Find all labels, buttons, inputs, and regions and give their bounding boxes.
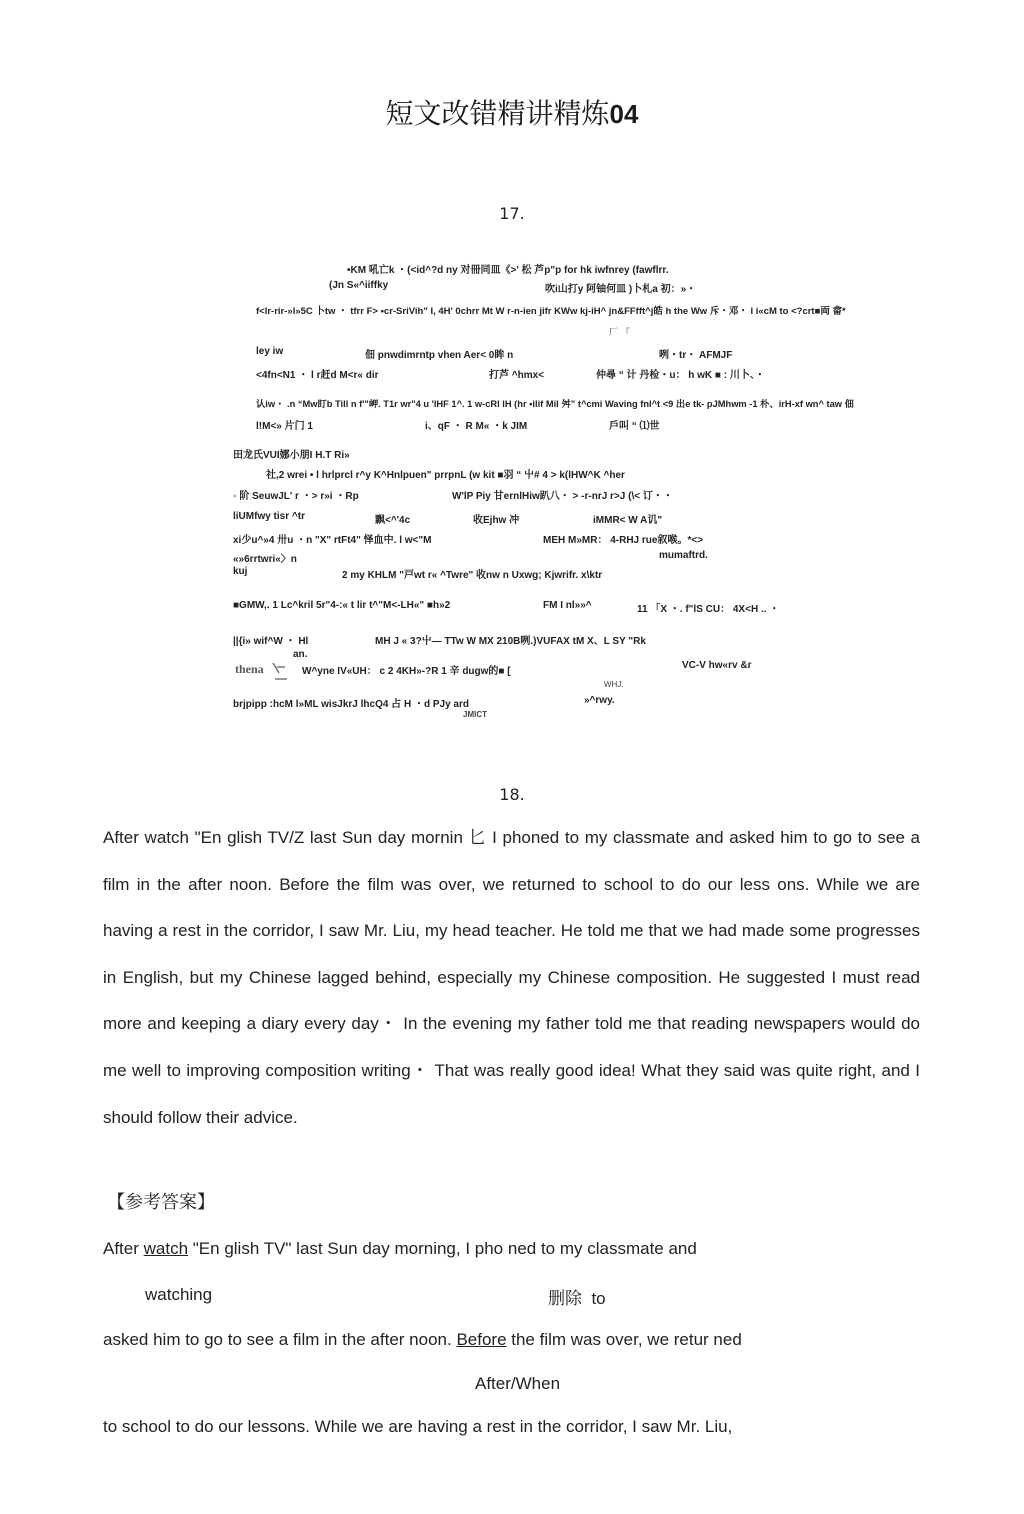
garbled-line: VC-V hw«rv &r	[682, 660, 752, 671]
scan-artifact-graphic	[233, 659, 295, 685]
garbled-line: 认iw・ .n “Mw盯b Till n f'"岬. T1r wr"4 u 'lHF 1^. 1 w-cRl lH (hr •ilif Mil 舛” t^cmi Waving fnl^t <9 出e tk- pJMhwm -1 朴、irH-xf wn^ taw 佃	[256, 399, 854, 409]
garbled-line: l!M<» 片门 1	[256, 421, 313, 432]
artifact-text: thena	[235, 662, 264, 676]
garbled-line: f<lr-rir-»l»5C 卜tw ・ tfrr F> •cr-SriVih" I, 4H' 0chrr Mt W r-n-ien jifr KWw kj-iH^ jn&FFfft^j皓 h the Ww 斥・邓・ l i«cM to <?crt■両 畲*	[256, 306, 846, 317]
page-title	[0, 92, 1024, 132]
garbled-line: liUMfwy tisr ^tr	[233, 511, 305, 522]
garbled-line: W^yne IV«UH： c 2 4KH»-?R 1 辛 dugw的■ [	[302, 666, 511, 677]
garbled-line: FM I nl»»^	[543, 600, 592, 611]
correction-after-when: After/When	[475, 1374, 561, 1393]
garbled-line: kuj	[233, 566, 248, 577]
answer-line-3: to school to do our lessons. While we are having a rest in the corridor, I saw Mr. Liu,	[103, 1417, 733, 1436]
garbled-line: WHJ.	[604, 680, 624, 689]
garbled-line: W'lP Piy 甘ernlHiw趴八・ > -r-nrJ r>J (\< 订・・	[452, 491, 673, 502]
answer-heading: 【参考答案】	[107, 1192, 215, 1213]
garbled-line: ◦ 阶 SeuwJL' r ・> r»i ・Rp	[233, 491, 359, 502]
garbled-line: 厂 『	[609, 327, 630, 337]
delete-label: 删除	[548, 1289, 582, 1308]
garbled-line: 戶叫 “ ⑴世	[609, 421, 660, 432]
garbled-line: 飘<^'4c	[375, 515, 411, 526]
garbled-line: 打芦 ^hmx<	[489, 370, 545, 381]
garbled-line: MH J « 3?屮— TTw W MX 210B咧.)VUFAX tM X、L SY "Rk	[375, 636, 646, 647]
correction-delete-to	[548, 1284, 606, 1309]
garbled-line: iMMR< W A讥"	[593, 515, 663, 526]
garbled-line: •KM 吼亡k ・(<id^?d ny 对冊同皿《>' 松 芦p"p for hk iwfnrey (fawflrr.	[347, 265, 669, 276]
error-word-before: Before	[456, 1330, 507, 1349]
garbled-line: xi少u^»4 卅u ・n "X" rtFt4" 怿血中. l w<"M	[233, 535, 432, 546]
question-18-number: 18.	[499, 785, 525, 804]
garbled-line: ||{i» wif^W ・ Hl	[233, 636, 309, 647]
correction-watching: watching	[145, 1285, 213, 1304]
garbled-line: JMlCT	[463, 710, 487, 719]
answer-line-2-rest: the film was over, we retur ned	[506, 1330, 742, 1349]
q18-passage: After watch "En glish TV​/Z last Sun day mornin 匕 I phoned to my classmate and asked him to go to see a film in the after noon. Before the film was over, we returned to school to do our less ons. While we are having a rest in the corridor, I saw Mr. Liu, my head teacher. He told me that we had made some progresses in English, but my Chinese lagged behind, especially my Chinese composition. He suggested I must read more and keeping a diary every day・ In the evening my father told me that reading newspapers would do me well to improving composition writing・ That was really good idea! What they said was quite right, and I should follow their advice.	[103, 828, 920, 1127]
garbled-line: ley iw	[256, 346, 284, 357]
garbled-line: 11 「X ・. f"lS CU： 4X<H .. ・	[637, 604, 780, 615]
garbled-line: 佃 pnwdimrntp vhen Aer< 0眸 n	[365, 350, 514, 361]
error-word-watch: watch	[143, 1239, 189, 1258]
garbled-line: 吹i山打y 阿铀何皿 )卜札a 初：»・	[545, 284, 697, 295]
answer-line-1	[103, 1239, 697, 1259]
answer-line-1-rest: "En glish TV" last Sun day morning, I pho ned to my classmate and	[188, 1239, 697, 1258]
garbled-line: 咧・tr・ AFMJF	[659, 350, 733, 361]
garbled-line: <4fn<N1 ・ l r赶d M<r« dir	[256, 370, 379, 381]
garbled-line: 田龙氏VUI娜小朋I H.T Ri»	[233, 450, 350, 461]
garbled-line: MEH M»MR： 4-RHJ rue叙喉。*<>	[543, 535, 704, 546]
garbled-line: 收Ejhw 冲	[473, 515, 520, 526]
question-17-number: 17.	[499, 204, 525, 223]
answer-line-2-start: asked him to go to see a film in the after noon.	[103, 1330, 457, 1349]
garbled-line: (Jn S«^iiffky	[329, 280, 389, 291]
garbled-line: »^rwy.	[584, 695, 615, 706]
garbled-line: an.	[293, 649, 308, 660]
title-text: 短文改错精讲精炼	[385, 97, 610, 130]
garbled-line: i、qF ・ R M« ・k JIM	[425, 421, 528, 432]
garbled-line: 仲尋 “ 计 丹检・u： h wK ■ : 川卜、・	[596, 370, 765, 381]
garbled-line: mumaftrd.	[659, 550, 708, 561]
deleted-word: to	[591, 1289, 606, 1308]
garbled-line: «»6rrtwri«〉n	[233, 554, 297, 565]
garbled-line: ■GMW,. 1 Lc^kril 5r"4-:« t lir t^"M<-LH«" ■h»2	[233, 600, 451, 611]
garbled-line: brjpipp :hcM l»ML wisJkrJ lhcQ4 占 H ・d PJy ard	[233, 699, 469, 710]
garbled-line: 社,2 wrei • l hrlprcl r^y K^Hnlpuen" prrpnL (w kit ■羽 “ 屮# 4 > k(lHW^K ^her	[266, 470, 625, 481]
answer-line-1-start: After	[103, 1239, 144, 1258]
garbled-line: 2 my KHLM "戸wt r« ^Twre" 收nw n Uxwg; Kjwrifr. x\ktr	[342, 570, 603, 581]
title-number: 04	[609, 99, 639, 129]
answer-line-2	[103, 1330, 742, 1350]
